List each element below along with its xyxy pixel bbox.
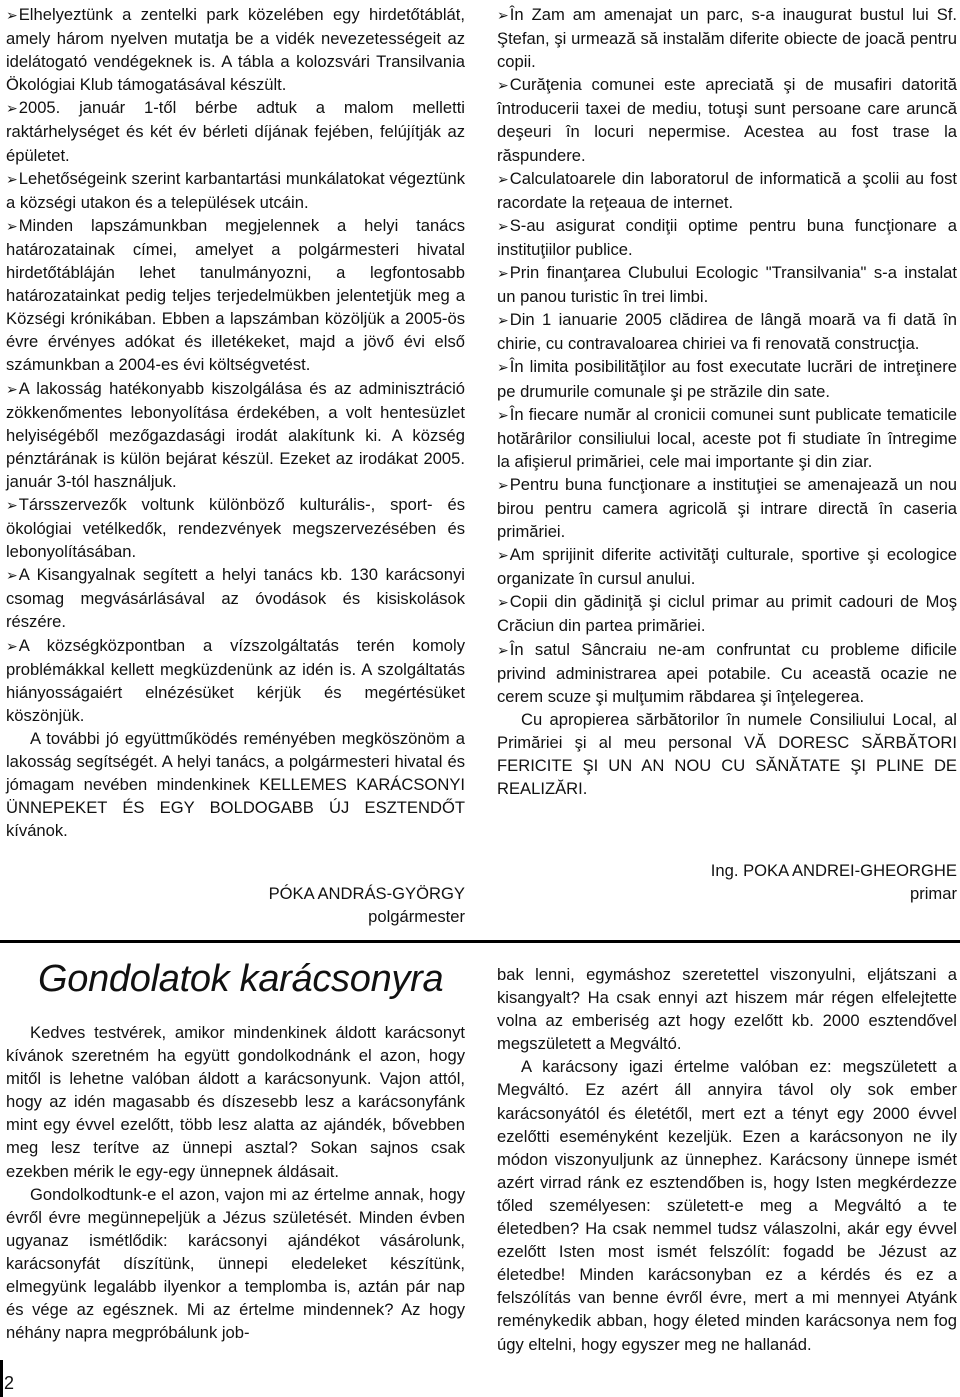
arrow-bullet-icon: ➢: [497, 7, 509, 23]
article-paragraph: Kedves testvérek, amikor mindenkinek áldott karácsonyt kívánok szeretném ha együtt gondolkodnánk el azon, hogy mitől is lehetne valóban áldott a karácsonyunk. Vajon attól, hogy az idén magasabb és díszesebb lesz a karácsonyfánk mint egy évvel ezelőtt, több lesz alatta az ajándék, bővebben meg lesz terítve az ünnepi asztal? Sokan sajnos csak ezekben mérik le egy-egy ünnepnek áldásait.: [6, 1023, 465, 1181]
paragraph-text: În satul Sâncraiu ne-am confruntat cu probleme dificile privind administrarea apei potabile. Cu această ocazie ne cerem scuze şi mulţumim răbdarea şi înţelegerea.: [497, 639, 957, 706]
arrow-bullet-icon: ➢: [6, 7, 18, 23]
signature-role: polgármester: [368, 907, 465, 927]
paragraph-text: Elhelyeztünk a zentelki park közelében egy hirdetőtáblát, amely három nyelven mutatja be a vidék nevezetességeit az idelátogató vendégeknek is. A tábla a kolozsvári Transilvania Ökológiai Klub támogatásával készült.: [6, 5, 465, 95]
bullet-item: [497, 3, 957, 73]
article-title: Gondolatok karácsonyra: [38, 958, 444, 1000]
arrow-bullet-icon: ➢: [6, 380, 18, 397]
arrow-bullet-icon: ➢: [497, 594, 509, 611]
arrow-bullet-icon: ➢: [497, 312, 509, 329]
arrow-bullet-icon: ➢: [6, 496, 18, 513]
article-paragraph: bak lenni, egymáshoz szeretettel viszonyulni, eljátszani a kisangyalt? Ha csak ennyi azt hiszem már régen elfelejtette volna az emberiség azt hogy ezelőtt kb. 2000 esztendővel megszületett a Megváltó.: [497, 965, 957, 1054]
signature-name: Ing. POKA ANDREI-GHEORGHE: [710, 861, 957, 880]
paragraph-text: Cu apropierea sărbătorilor în numele Consiliului Local, al Primăriei şi al meu personal VĂ DORESC SĂRBĂTORI FERICITE ŞI UN AN NOU CU SĂNĂTATE ŞI PLINE DE REALIZĂRI.: [497, 709, 957, 799]
arrow-bullet-icon: ➢: [497, 265, 509, 282]
article-paragraph: Gondolkodtunk-e el azon, vajon mi az értelme annak, hogy évről évre megünnepeljük a Jézus születését. Minden évben ugyanaz ismétlődik: karácsonyi ajándékot vásárolunk, karácsonyfát díszítünk, ünnepi eledeleket készítünk, elmegyünk legalább ilyenkor a templomba is, aztán pár nap és vége az egésznek. Mi az értelme mindennek? Az hogy néhány napra megpróbálunk job-: [6, 1184, 465, 1343]
bullet-item: [497, 261, 957, 308]
arrow-bullet-icon: ➢: [6, 567, 18, 584]
arrow-bullet-icon: ➢: [6, 217, 18, 234]
arrow-bullet-icon: ➢: [497, 406, 509, 423]
hungarian-report-column: [6, 3, 465, 842]
paragraph-text: Copii din gădiniţă şi ciclul primar au primit cadouri de Moş Crăciun din partea primăriei.: [497, 592, 957, 636]
bullet-item: [6, 214, 465, 377]
arrow-bullet-icon: ➢: [6, 100, 18, 117]
bullet-item: [497, 355, 957, 402]
bullet-item: [497, 590, 957, 637]
paragraph-text: Calculatoarele din laboratorul de informatică a şcolii au fost racordate la reţeaua de internet.: [497, 168, 957, 212]
paragraph-text: Pentru buna funcţionare a instituţiei se amenajează un nou birou pentru camera agricolă şi intrare directă în caseria primăriei.: [497, 474, 957, 542]
arrow-bullet-icon: ➢: [497, 476, 509, 493]
bullet-item: [6, 377, 465, 493]
article-right-column: [497, 963, 957, 1356]
arrow-bullet-icon: ➢: [497, 217, 509, 234]
article-paragraph: A karácsony igazi értelme valóban ez: megszületett a Megváltó. Ez azért áll annyira távol oly sok ember karácsonyától és életétől, mert ezt a tényt egy 2000 évvel ezelőtti eseményként kezeljük. Ezen a karácsonyon ne ily módon viszonyuljunk az ünnephez. Karácsony ünnepe ismét azért virrad ránk ez esztendőben is, hogy Isten megkérdezze tőled személyesen: született-e meg a Megváltó a te életedben? Ha csak nemmel tudsz válaszolni, akár egy évvel ezelőtt Isten most ismét felszólít: fogadd be Jézust az életedbe! Minden karácsonyban ez a kérdés és ez a felszólítás van benne évről évre, mert a mi mennyei Atyánk reménykedik abban, hogy életed minden karácsonya nem fog úgy eltelni, hogy egyszer meg ne hallanád.: [497, 1057, 957, 1354]
arrow-bullet-icon: ➢: [497, 77, 509, 94]
hungarian-signature: [200, 882, 465, 928]
bullet-item: [6, 96, 465, 166]
closing-paragraph: [497, 708, 957, 800]
arrow-bullet-icon: ➢: [497, 547, 509, 564]
arrow-bullet-icon: ➢: [497, 641, 509, 658]
arrow-bullet-icon: ➢: [6, 637, 18, 654]
paragraph-text: În limita posibilităţilor au fost executate lucrări de intreţinere pe drumurile comunale şi pe străzile din sate.: [497, 357, 957, 401]
paragraph-text: S-au asigurat condiţii optime pentru buna funcţionare a instituţiilor publice.: [497, 215, 957, 259]
bullet-item: [6, 3, 465, 96]
paragraph-text: A lakosság hatékonyabb kiszolgálása és az adminisztráció zökkenőmentes lebonyolítása érdekében, a volt hentesüzlet helyiségéből mezőgazdasági irodát alakítunk ki. A község pénztárának is külön bejárat készül. Ezeket az irodákat 2005. január 3-tól használjuk.: [6, 378, 465, 491]
romanian-report-column: [497, 3, 957, 800]
paragraph-text: În fiecare număr al cronicii comunei sunt publicate tematicile hotărârilor consiliului local, aceste pot fi studiate în întregime la afişierul primăriei, cele mai importante şi din ziar.: [497, 404, 957, 471]
signature-role: primar: [909, 884, 957, 904]
paragraph-text: Am sprijinit diferite activităţi culturale, sportive şi ecologice organizate în cursul anului.: [497, 545, 957, 589]
paragraph-text: A községközpontban a vízszolgáltatás terén komoly problémákkal kellett megküzdenünk az idén is. A szolgáltatás hiányosságaiért elnézésüket kérjük és megértésüket köszönjük.: [6, 635, 465, 725]
paragraph-text: Minden lapszámunkban megjelennek a helyi tanács határozatainak címei, amelyet a polgármesteri hivatal hirdetőtábláján lehet tanulmányozni, a legfontosabb határozatainkat pedig teljes terjedelmükben jelentetjük meg a Községi krónikában. Ebben a lapszámban közöljük a 2005-ös évre érvényes adókat és illetékeket, majd a jövő évi első számunkban a 2004-es évi költségvetést.: [6, 215, 465, 375]
signature-name: PÓKA ANDRÁS-GYÖRGY: [268, 884, 465, 903]
arrow-bullet-icon: ➢: [6, 170, 18, 187]
bullet-item: [497, 638, 957, 708]
bullet-item: [497, 167, 957, 214]
paragraph-text: Prin finanţarea Clubului Ecologic "Transilvania" s-a instalat un panou turistic în trei limbi.: [497, 263, 957, 307]
romanian-signature: [600, 859, 957, 905]
bullet-item: [497, 543, 957, 590]
page-edge-mark: [0, 1360, 3, 1397]
paragraph-text: Társszervezők voltunk különböző kulturális-, sport- és ökológiai vetélkedők, rendezvények megszervezésében és lebonyolításában.: [6, 494, 465, 562]
bullet-item: [497, 473, 957, 543]
section-divider: [0, 940, 960, 943]
bullet-item: [497, 214, 957, 261]
paragraph-text: A Kisangyalnak segített a helyi tanács kb. 130 karácsonyi csomag megvásárlásával az óvodások és kisiskolások részére.: [6, 565, 465, 632]
bullet-item: [6, 493, 465, 563]
paragraph-text: Din 1 ianuarie 2005 clădirea de lângă moară va fi dată în chirie, cu contravaloarea chiriei va fi renovată construcţia.: [497, 310, 957, 354]
closing-paragraph: [6, 727, 465, 842]
arrow-bullet-icon: ➢: [497, 170, 509, 187]
bullet-item: [6, 634, 465, 727]
bullet-item: [497, 403, 957, 473]
paragraph-text: Lehetőségeink szerint karbantartási munkálatokat végeztünk a községi utakon és a települések utcáin.: [6, 168, 465, 212]
paragraph-text: În Zam am amenajat un parc, s-a inaugurat bustul lui Sf. Ştefan, şi urmează să instalăm diferite obiecte de joacă pentru copii.: [497, 5, 957, 72]
bullet-item: [6, 167, 465, 214]
paragraph-text: Curăţenia comunei este apreciată şi de musafiri datorită întroducerii taxei de mediu, totuşi sunt persoane care aruncă deşeuri în locuri nepermise. Acestea au fost trase la răspundere.: [497, 75, 957, 165]
page-number: 2: [4, 1373, 15, 1393]
paragraph-text: A további jó együttműködés reményében megköszönöm a lakosság segítségét. A helyi tanács, a polgármesteri hivatal és jómagam nevében mindenkinek KELLEMES KARÁCSONYI ÜNNEPEKET ÉS EGY BOLDOGABB ÚJ ESZTENDŐT kívánok.: [6, 728, 465, 841]
article-left-column: [6, 1021, 465, 1344]
arrow-bullet-icon: ➢: [497, 359, 509, 376]
bullet-item: [6, 563, 465, 633]
bullet-item: [497, 308, 957, 355]
bullet-item: [497, 73, 957, 166]
paragraph-text: 2005. január 1-től bérbe adtuk a malom melletti raktárhelységet és két év bérleti díjának fejében, felújítják az épületet.: [6, 98, 465, 165]
